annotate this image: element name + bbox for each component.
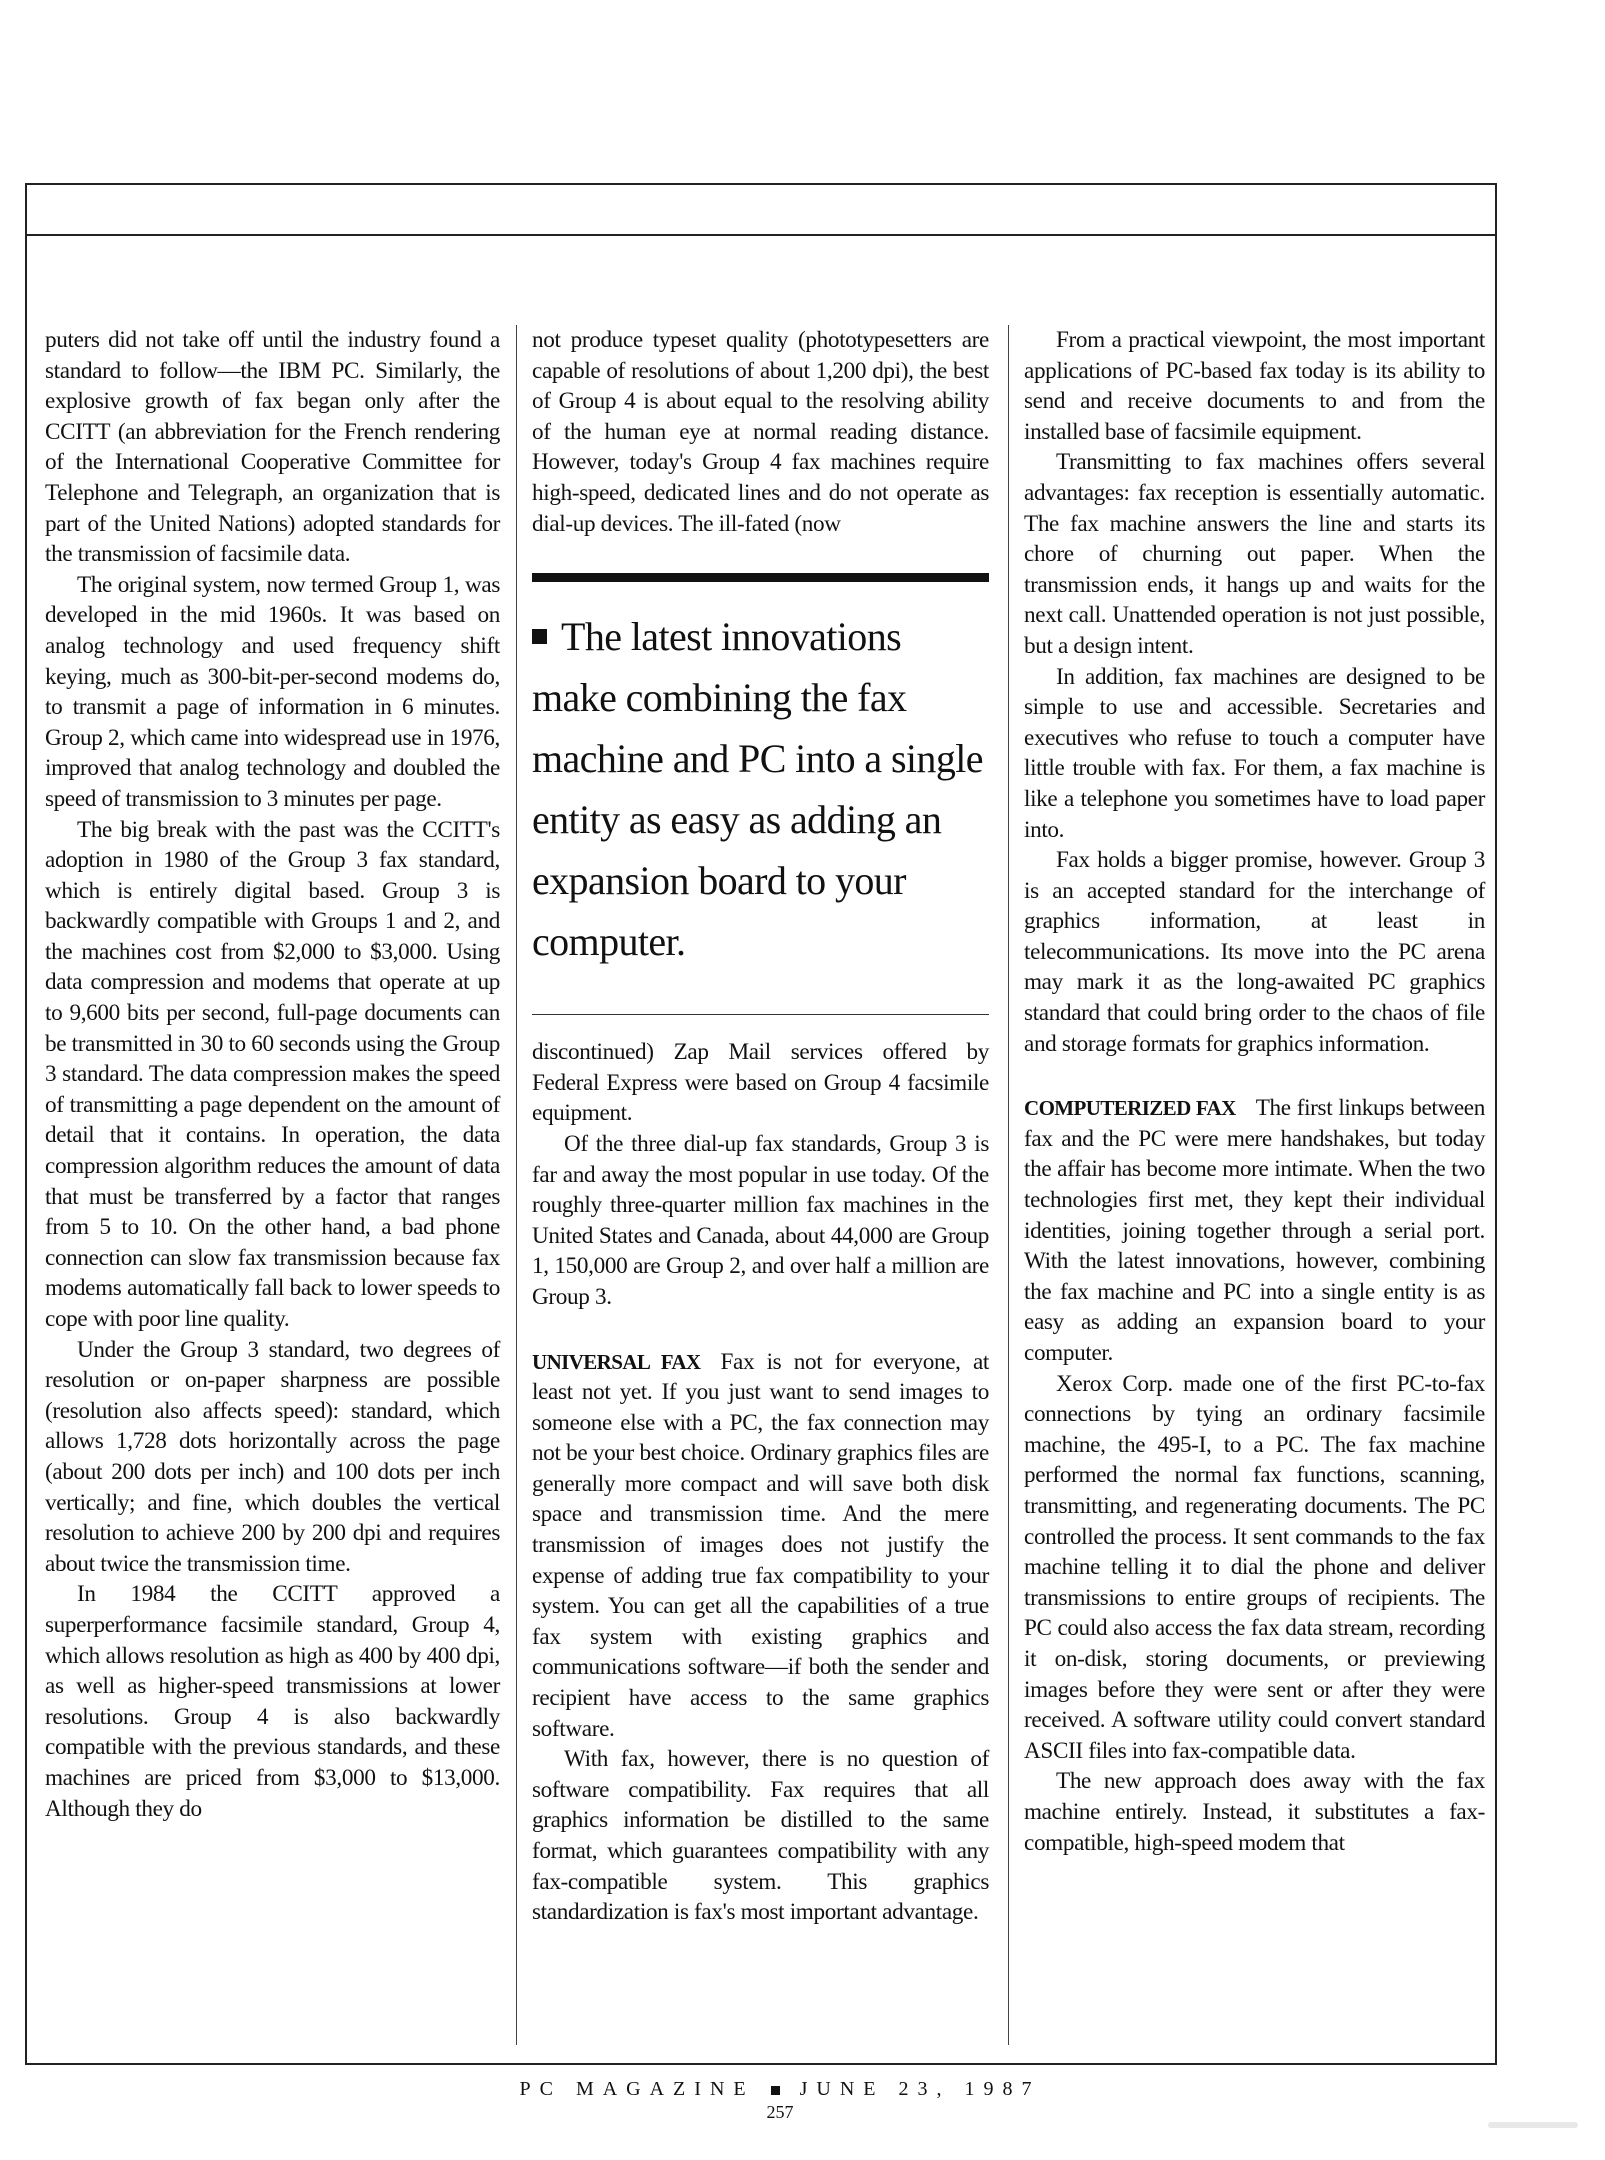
paragraph: discontinued) Zap Mail services offered by Federal Express were based on Group 4 facsimile equipment. (532, 1039, 989, 1127)
paragraph: The original system, now termed Group 1, was developed in the mid 1960s. It was based on analog technology and used frequency shift keying, much as 300-bit-per-second modems do, to transmit a page of information in 6 minutes. Group 2, which came into widespread use in 1976, improved that analog technology and doubled the speed of transmission to 3 minutes per page. (45, 571, 500, 812)
paragraph: With fax, however, there is no question of software compatibility. Fax requires that all graphics information be distilled to the same format, which guarantees compatibility with any fax-compatible system. This graphics standardization is fax's most important advantage. (532, 1746, 989, 1926)
paragraph: UNIVERSAL FAX Fax is not for everyone, at least not yet. If you just want to send images to someone else with a PC, the fax connection may not be your best choice. Ordinary graphics files are generally more compact and will save both disk space and transmission time. And the mere transmission of images does not justify the expense of adding true fax compatibility to your system. You can get all the capabilities of a true fax system with existing graphics and communications software—if both the sender and recipient have access to the same graphics software. (532, 1348, 989, 1742)
header-band (27, 185, 1495, 236)
article-column-1 (45, 325, 500, 1824)
paragraph: Xerox Corp. made one of the first PC-to-fax connections by tying an ordinary facsimile machine, the 495-I, to a PC. The fax machine performed the normal fax functions, scanning, transmitting, and regenerating documents. The PC controlled the process. It sent commands to the fax machine telling it to dial the phone and deliver transmissions to entire groups of recipients. The PC could also access the fax data stream, recording it on-disk, storing documents, or previewing images before they were sent or after they were received. A software utility could convert standard ASCII files into fax-compatible data. (1024, 1370, 1485, 1764)
column-divider (1008, 325, 1009, 2045)
paragraph: Fax holds a bigger promise, however. Group 3 is an accepted standard for the interchange of graphics information, at least in telecommunications. Its move into the PC arena may mark it as the long-awaited PC graphics standard that could bring order to the chaos of file and storage formats for graphics information. (1024, 847, 1485, 1057)
issue-date: JUNE 23, 1987 (799, 2078, 1041, 2100)
article-column-2 (532, 325, 989, 1928)
square-bullet-icon (532, 629, 547, 644)
pull-quote (532, 573, 989, 1015)
paragraph: puters did not take off until the industry found a standard to follow—the IBM PC. Similarly, the explosive growth of fax began only after the CCITT (an abbreviation for the French rendering of the International Cooperative Committee for Telephone and Telegraph, an organization that is part of the United Nations) adopted standards for the transmission of facsimile data. (45, 327, 500, 568)
paragraph: Of the three dial-up fax standards, Group 3 is far and away the most popular in use today. Of the roughly three-quarter million fax machines in the United States and Canada, about 44,000 are Group 1, 150,000 are Group 2, and over half a million are Group 3. (532, 1130, 989, 1310)
paragraph: Under the Group 3 standard, two degrees of resolution or on-paper sharpness are possible (resolution also affects speed): standard, which allows 1,728 dots horizontally across the page (about 200 dots per inch) and 100 dots per inch vertically; and fine, which doubles the vertical resolution to achieve 200 by 200 dpi and requires about twice the transmission time. (45, 1336, 500, 1577)
section-heading: COMPUTERIZED FAX (1024, 1096, 1236, 1121)
paragraph: In 1984 the CCITT approved a superperformance facsimile standard, Group 4, which allows resolution as high as 400 by 400 dpi, as well as higher-speed transmissions at lower resolutions. Group 4 is also backwardly compatible with the previous standards, and these machines are priced from $3,000 to $13,000. Although they do (45, 1581, 500, 1822)
page-footer (0, 2078, 1560, 2101)
paragraph: COMPUTERIZED FAX The first linkups between fax and the PC were mere handshakes, but today the affair has become more intimate. When the two technologies first met, they kept their individual identities, joining together through a serial port. With the latest innovations, however, combining the fax machine and PC into a single entity is as easy as adding an expansion board to your computer. (1024, 1095, 1485, 1366)
paragraph: The big break with the past was the CCITT's adoption in 1980 of the Group 3 fax standard, which is entirely digital based. Group 3 is backwardly compatible with Groups 1 and 2, and the machines cost from $2,000 to $3,000. Using data compression and modems that operate at up to 9,600 bits per second, full-page documents can be transmitted in 30 to 60 seconds using the Group 3 standard. The data compression makes the speed of transmitting a page dependent on the amount of detail that it contains. In operation, the data compression algorithm reduces the amount of data that must be transferred by a factor that ranges from 5 to 10. On the other hand, a bad phone connection can slow fax transmission because fax modems automatically fall back to lower speeds to cope with poor line quality. (45, 816, 500, 1332)
article-column-3 (1024, 325, 1485, 1858)
paragraph: The new approach does away with the fax machine entirely. Instead, it substitutes a fax-compatible, high-speed modem that (1024, 1768, 1485, 1856)
section-heading: UNIVERSAL FAX (532, 1349, 701, 1374)
paragraph: In addition, fax machines are designed to be simple to use and accessible. Secretaries and executives who refuse to touch a computer have little trouble with fax. For them, a fax machine is like a telephone you sometimes have to load paper into. (1024, 663, 1485, 843)
pull-quote-text: The latest innovations make combining the fax machine and PC into a single entity as easy as adding an expansion board to your computer. (532, 614, 983, 965)
paragraph: From a practical viewpoint, the most important applications of PC-based fax today is its ability to send and receive documents to and from the installed base of facsimile equipment. (1024, 327, 1485, 445)
scan-smudge (1488, 2122, 1578, 2128)
paragraph: Transmitting to fax machines offers several advantages: fax reception is essentially automatic. The fax machine answers the line and starts its chore of churning out paper. When the transmission ends, it hangs up and waits for the next call. Unattended operation is not just possible, but a design intent. (1024, 449, 1485, 659)
publication-name: PC MAGAZINE (519, 2078, 755, 2100)
paragraph: not produce typeset quality (phototypesetters are capable of resolutions of about 1,200 dpi), the best of Group 4 is about equal to the resolving ability of the human eye at normal reading distance. However, today's Group 4 fax machines require high-speed, dedicated lines and do not operate as dial-up devices. The ill-fated (now (532, 327, 989, 537)
square-separator-icon (771, 2086, 780, 2095)
page-number: 257 (766, 2102, 794, 2122)
column-divider (516, 325, 517, 2045)
